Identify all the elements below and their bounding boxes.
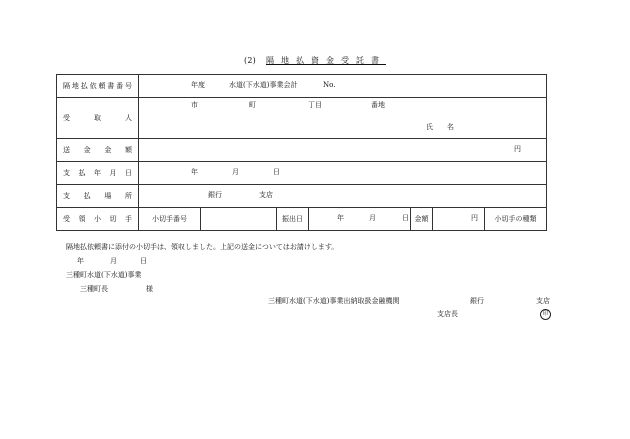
amount-yen-label: 円: [514, 145, 521, 153]
amount-label: 送 金 金 額: [57, 139, 139, 162]
document-title: [0, 57, 630, 65]
order-number-field[interactable]: [139, 75, 547, 98]
row-order-number: [57, 75, 547, 98]
row-amount: [57, 139, 547, 162]
order-number-label: 隔地払依頼書番号: [57, 75, 139, 98]
account-label: 水道(下水道)事業会計: [229, 81, 298, 89]
form-table: [56, 74, 547, 231]
check-number-label: 小切手番号: [139, 208, 201, 231]
row-check: [57, 208, 547, 231]
issue-day-label: 日: [402, 214, 409, 222]
footer-branch-label: 支店: [536, 297, 550, 305]
recipient-field[interactable]: [139, 98, 547, 139]
footer-day-label: 日: [140, 257, 147, 265]
footer-mayor: 三種町長: [80, 285, 108, 293]
issue-year-label: 年: [337, 214, 344, 222]
pay-place-field[interactable]: [139, 185, 547, 208]
financial-institution: 三種町水道(下水道)事業出納取扱金融機関: [268, 297, 400, 305]
chome-label: 丁目: [308, 101, 322, 109]
check-label: 受 領 小 切 手: [57, 208, 139, 231]
check-amount-label: 金額: [411, 208, 433, 231]
pay-date-label: 支 払 年 月 日: [57, 162, 139, 185]
nendo-label: 年度: [191, 81, 205, 89]
issue-date-field[interactable]: [309, 208, 411, 231]
footer-bank-label: 銀行: [470, 297, 484, 305]
check-amount-field[interactable]: [433, 208, 485, 231]
town-label: 町: [249, 101, 256, 109]
seal-text: 印: [540, 309, 551, 320]
title-text: 隔地払資金受託書: [265, 56, 386, 65]
pay-branch-label: 支店: [259, 191, 273, 199]
footer-month-label: 月: [110, 257, 117, 265]
row-pay-place: [57, 185, 547, 208]
pay-date-field[interactable]: [139, 162, 547, 185]
check-type-label: 小切手の種類: [485, 208, 547, 231]
issue-date-label: 振出日: [277, 208, 309, 231]
receipt-statement: 隔地払依頼書に添付の小切手は、領収しました。上記の送金についてはお請けします。: [66, 243, 339, 251]
amount-field[interactable]: [139, 139, 547, 162]
banchi-label: 番地: [371, 101, 385, 109]
footer-department: 三種町水道(下水道)事業: [66, 271, 142, 279]
footer-sama: 様: [146, 285, 153, 293]
pay-month-label: 月: [232, 168, 239, 176]
row-pay-date: [57, 162, 547, 185]
pay-year-label: 年: [191, 168, 198, 176]
seal-icon: [540, 309, 551, 320]
issue-month-label: 月: [369, 214, 376, 222]
title-number: (2): [244, 56, 256, 65]
check-yen-label: 円: [471, 214, 478, 222]
pay-bank-label: 銀行: [208, 191, 222, 199]
footer-year-label: 年: [77, 257, 84, 265]
recipient-label: 受 取 人: [57, 98, 139, 139]
city-label: 市: [191, 101, 198, 109]
no-label: No.: [323, 81, 336, 89]
pay-day-label: 日: [273, 168, 280, 176]
branch-manager-label: 支店長: [437, 310, 458, 318]
pay-place-label: 支 払 場 所: [57, 185, 139, 208]
shimei-label: 氏 名: [426, 123, 454, 131]
row-recipient: [57, 98, 547, 139]
check-number-field[interactable]: [201, 208, 277, 231]
